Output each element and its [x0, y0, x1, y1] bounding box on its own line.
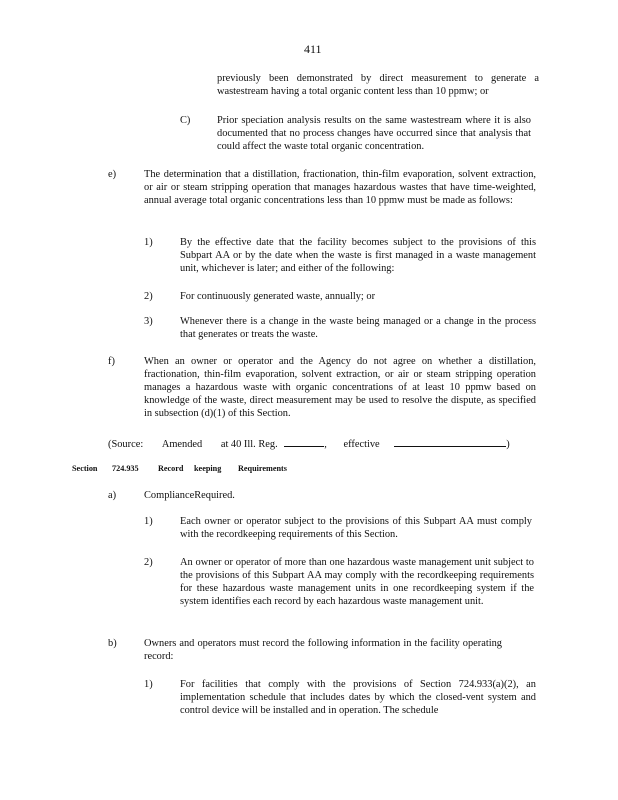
paragraph-a-1: Each owner or operator subject to the provisions of this Subpart AA must comply with the recordkeeping requirements of this Section.	[180, 516, 532, 540]
section-label: Section	[72, 464, 98, 473]
item-label-b: b)	[108, 638, 117, 649]
source-note: (Source: Amended at 40 Ill. Reg. , effective )	[108, 436, 510, 451]
source-effective: effective	[343, 439, 380, 450]
page-number: 411	[304, 42, 322, 56]
paragraph-d-2-continued: previously been demonstrated by direct measurement to generate a wastestream having a total organic content less than 10 ppmw; or	[217, 73, 539, 97]
source-amended: Amended	[161, 439, 203, 450]
paragraph-e-3: Whenever there is a change in the waste being managed or a change in the process that generates or treats the waste.	[180, 316, 536, 340]
paragraph-b-1: For facilities that comply with the provisions of Section 724.933(a)(2), an implementation schedule that includes dates by which the closed-vent system and control device will be installed and in operation. The schedule	[180, 679, 536, 716]
item-label-c: C)	[180, 115, 191, 126]
section-title-word-2: keeping	[194, 464, 222, 473]
effective-date-blank	[394, 436, 506, 447]
section-number: 724.935	[112, 464, 139, 473]
item-label-a: a)	[108, 490, 117, 501]
paragraph-f: When an owner or operator and the Agency do not agree on whether a distillation, fractionation, thin-film evaporation, solvent extraction, or air or steam stripping operation manages a hazardous waste with organic concentrations of at least 10 ppmw based on knowledge of the waste, direct measurement may be used to resolve the dispute, as specified in subsection (d)(1) of this Section.	[144, 356, 536, 419]
paragraph-e: The determination that a distillation, fractionation, thin-film evaporation, solvent extraction, or air or steam stripping operation that manages hazardous wastes that have time-weighted, annual average total organic concentrations less than 10 ppmw must be made as follows:	[144, 169, 536, 206]
paragraph-c: Prior speciation analysis results on the same wastestream where it is also documented that no process changes have occurred since that analysis that could affect the waste total organic concentration.	[217, 115, 531, 152]
item-label-a-1: 1)	[144, 516, 153, 527]
paragraph-a: ComplianceRequired.	[144, 490, 235, 501]
register-page-blank	[284, 436, 324, 447]
item-label-a-2: 2)	[144, 557, 153, 568]
paragraph-a-2: An owner or operator of more than one hazardous waste management unit subject to the provisions of this Subpart AA may comply with the recordkeeping requirements for these hazardous waste management units in one recordkeeping system if the system identifies each record by each hazardous waste management unit.	[180, 557, 534, 607]
item-label-b-1: 1)	[144, 679, 153, 690]
paragraph-e-2: For continuously generated waste, annually; or	[180, 291, 376, 302]
item-label-e: e)	[108, 169, 117, 180]
item-label-e-1: 1)	[144, 237, 153, 248]
item-label-e-3: 3)	[144, 316, 153, 327]
source-prefix: (Source:	[108, 439, 144, 450]
source-reg: at 40 Ill. Reg.	[220, 439, 278, 450]
source-close: )	[506, 439, 510, 450]
section-title-word-3: Requirements	[238, 464, 287, 473]
section-title-word-1: Record	[158, 464, 184, 473]
paragraph-b: Owners and operators must record the following information in the facility operating record:	[144, 638, 502, 662]
item-label-f: f)	[108, 356, 115, 367]
item-label-e-2: 2)	[144, 291, 153, 302]
paragraph-e-1: By the effective date that the facility becomes subject to the provisions of this Subpart AA or by the date when the waste is first managed in a waste management unit, whichever is later; and either of the following:	[180, 237, 536, 274]
